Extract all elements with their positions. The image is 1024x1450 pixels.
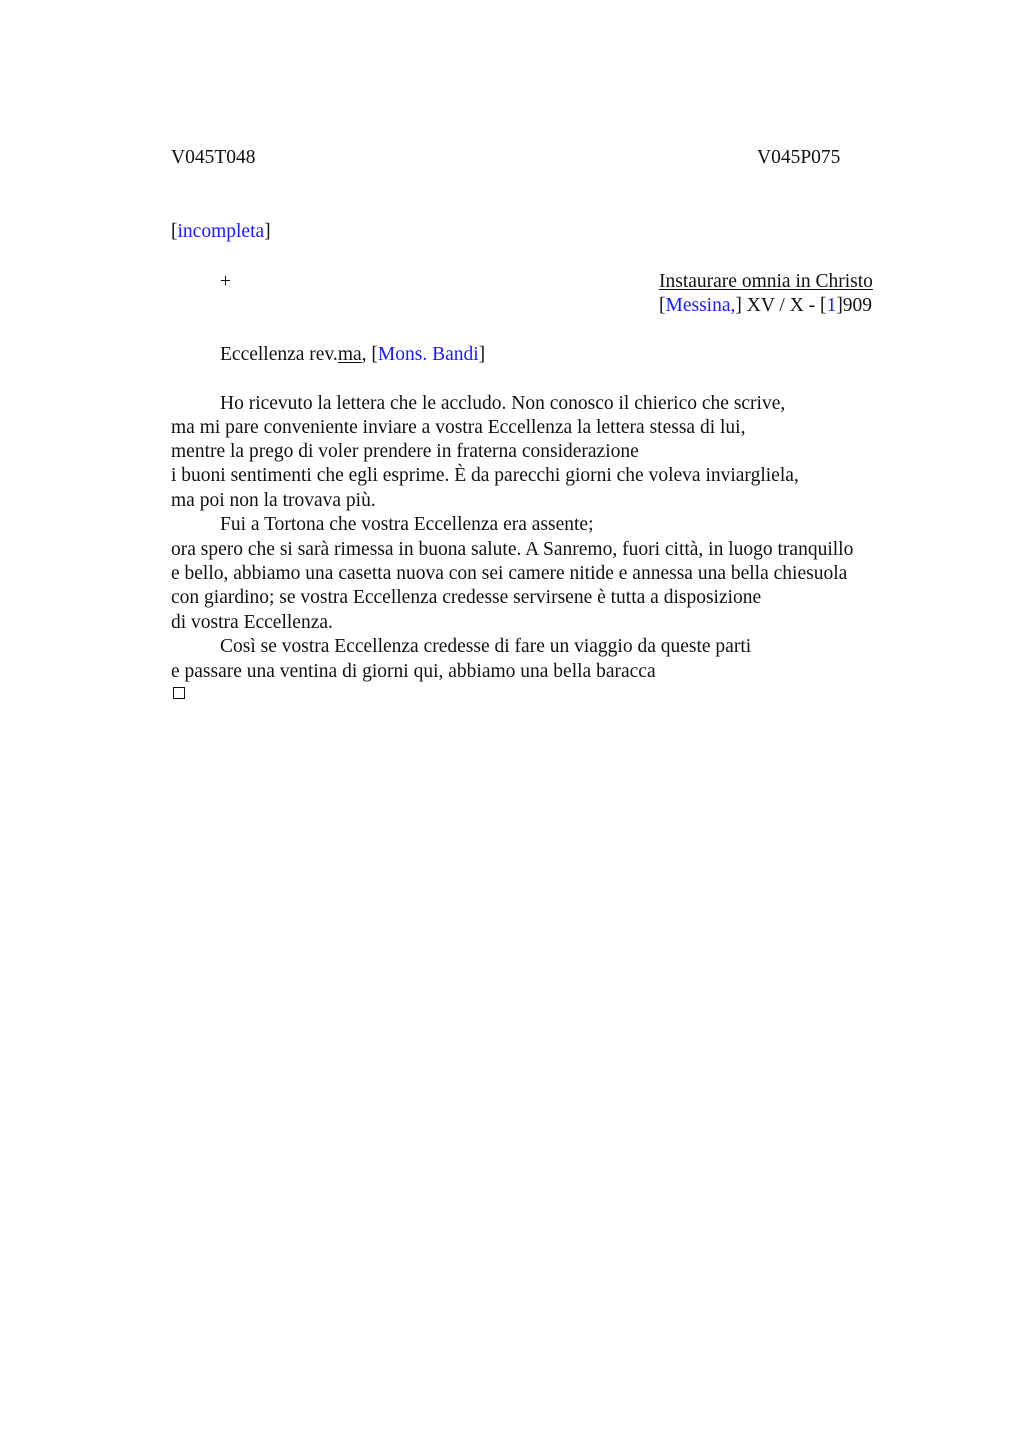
salutation-text: Eccellenza rev.: [220, 344, 338, 365]
bracket-close: ]: [264, 221, 271, 242]
body-line: i buoni sentimenti che egli esprime. È da parecchi giorni che voleva inviargliela,: [171, 465, 799, 486]
cross-symbol: +: [220, 271, 231, 292]
dateline-year-digit: 1: [826, 295, 837, 316]
body-line: di vostra Eccellenza.: [171, 612, 333, 633]
body-line: ma poi non la trovava più.: [171, 490, 376, 511]
salutation-close: ]: [478, 344, 486, 365]
salutation-recipient: Mons. Bandi: [377, 344, 479, 365]
dateline-date: XV / X - [: [741, 295, 827, 316]
document-code-right: V045P075: [757, 147, 841, 168]
dateline-place: Messina,: [665, 295, 736, 316]
salutation-abbrev: ma: [337, 344, 362, 365]
salutation-comma: , [: [361, 344, 378, 365]
dateline-bracket-open: [: [659, 295, 666, 316]
document-code-left: V045T048: [171, 147, 256, 168]
status-label: incompleta: [177, 221, 265, 242]
dateline: [659, 294, 872, 318]
salutation: [220, 343, 485, 367]
body-line: Ho ricevuto la lettera che le accludo. Non conosco il chierico che scrive,: [220, 393, 786, 414]
bracket-open: [: [171, 221, 178, 242]
end-marker-box-icon: [173, 687, 185, 699]
body-line: con giardino; se vostra Eccellenza credesse servirsene è tutta a disposizione: [171, 587, 762, 608]
dateline-year-rest: ]909: [836, 295, 873, 316]
body-line: Fui a Tortona che vostra Eccellenza era assente;: [220, 514, 594, 535]
body-line: mentre la prego di voler prendere in fraterna considerazione: [171, 441, 639, 462]
dateline-place-close: ]: [735, 295, 742, 316]
body-line: Così se vostra Eccellenza credesse di fare un viaggio da queste parti: [220, 636, 752, 657]
body-line: e passare una ventina di giorni qui, abbiamo una bella baracca: [171, 661, 656, 682]
motto: Instaurare omnia in Christo: [659, 271, 873, 292]
body-line: ma mi pare conveniente inviare a vostra Eccellenza la lettera stessa di lui,: [171, 417, 746, 438]
body-line: e bello, abbiamo una casetta nuova con sei camere nitide e annessa una bella chiesuola: [171, 563, 848, 584]
body-line: ora spero che si sarà rimessa in buona salute. A Sanremo, fuori città, in luogo tranquillo: [171, 539, 854, 560]
status-note: [171, 220, 271, 244]
